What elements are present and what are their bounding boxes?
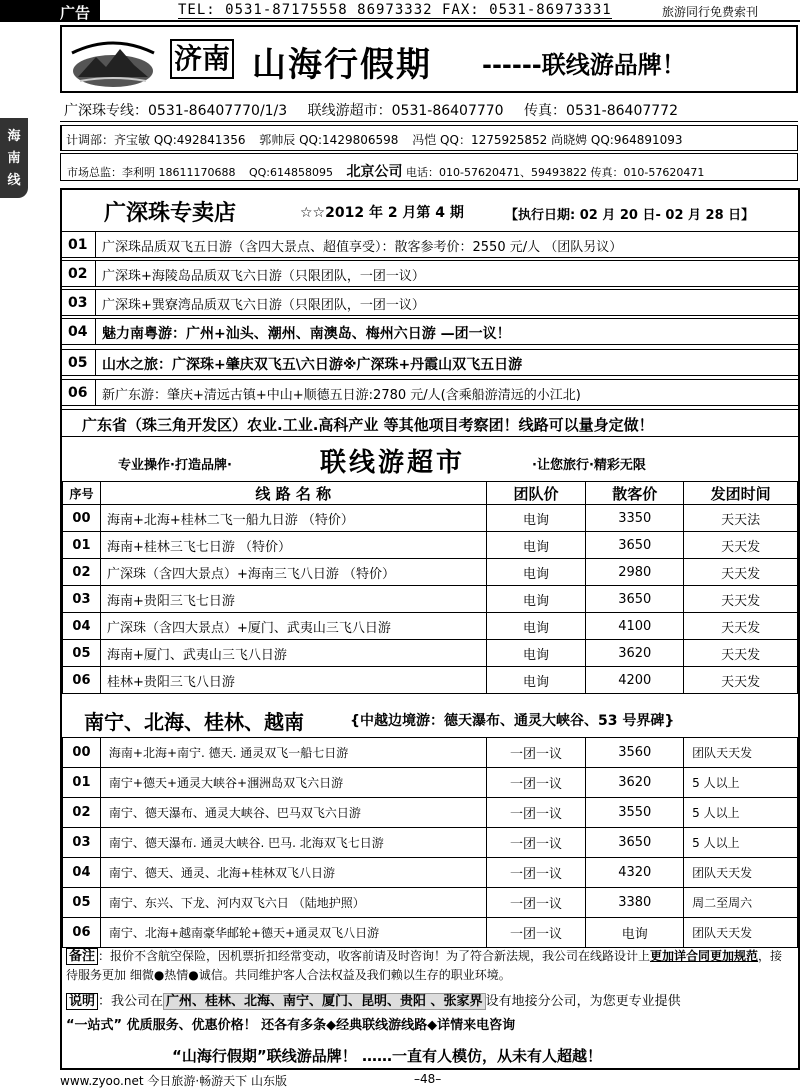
row-number: 01 [63, 768, 101, 798]
row-number: 06 [63, 667, 101, 694]
item-text: 广深珠+巽寮湾品质双飞六日游（只限团队，一团一议） [102, 298, 425, 313]
slogan-right: ·让您旅行·精彩无限 [532, 458, 646, 473]
retail-price: 3350 [586, 505, 684, 532]
retail-price: 3650 [586, 828, 684, 858]
beijing-contact: 电话：010-57620471、59493822 传真：010-57620471 [406, 166, 705, 179]
departure: 周二至周六 [684, 888, 798, 918]
table-row [63, 559, 798, 586]
group-price: 一团一议 [486, 828, 586, 858]
row-number: 05 [63, 888, 101, 918]
footer [60, 1072, 800, 1090]
departure: 天天发 [684, 667, 798, 694]
table-row [63, 738, 798, 768]
list-item [62, 349, 798, 376]
side-tab-char: 南 [7, 151, 21, 166]
retail-price: 4100 [586, 613, 684, 640]
route-name: 南宁、德天瀑布、通灵大峡谷、巴马双飞六日游 [100, 798, 486, 828]
departure: 天天发 [684, 640, 798, 667]
departure: 天天发 [684, 532, 798, 559]
item-number: 04 [62, 319, 96, 344]
item-text: 广深珠+海陵岛品质双飞六日游（只限团队，一团一议） [102, 269, 425, 284]
header-box [60, 25, 798, 93]
group-price: 一团一议 [486, 858, 586, 888]
group-price: 电询 [486, 667, 586, 694]
gsz-section-title [62, 196, 798, 226]
notes-label: 备注 [66, 948, 98, 965]
retail-price: 4320 [586, 858, 684, 888]
route-name: 南宁、北海+越南豪华邮轮+德天+通灵双飞八日游 [100, 918, 486, 948]
table-row [63, 828, 798, 858]
col-header: 散客价 [586, 482, 684, 505]
journal-label: 旅游同行免费索刊 [662, 5, 759, 19]
notes-emphasis: 更加详合同更加规范 [650, 949, 759, 963]
market-table [62, 481, 798, 694]
item-number: 01 [62, 232, 96, 257]
top-strip [0, 0, 800, 22]
table-row [63, 505, 798, 532]
list-item [62, 318, 798, 345]
table-row [63, 640, 798, 667]
planner: 计调部：齐宝敏 QQ:492841356 [66, 133, 246, 147]
brand-city: 济南 [170, 39, 234, 79]
row-number: 02 [63, 559, 101, 586]
route-name: 南宁、德天瀑布. 通灵大峡谷. 巴马. 北海双飞七日游 [100, 828, 486, 858]
item-text: 魅力南粤游：广州+汕头、潮州、南澳岛、梅州六日游 —团一议！ [102, 326, 511, 342]
exec-dates: 【执行日期: 02 月 20 日- 02 月 28 日】 [505, 208, 755, 223]
table-row [63, 888, 798, 918]
item-text: 山水之旅：广深珠+肇庆双飞五\六日游※广深珠+丹霞山双飞五日游 [102, 357, 523, 373]
departure: 天天法 [684, 505, 798, 532]
table-row [63, 586, 798, 613]
region-title [62, 704, 798, 736]
contact-row-hotline [60, 96, 798, 122]
retail-price: 3620 [586, 640, 684, 667]
explain-block [62, 990, 798, 1042]
item-number: 05 [62, 350, 96, 375]
item-number: 06 [62, 380, 96, 405]
planner: 郭帅辰 QQ:1429806598 [259, 133, 399, 147]
retail-price: 3650 [586, 586, 684, 613]
side-tab [0, 118, 28, 198]
side-tab-char: 海 [7, 129, 21, 144]
gsz-hotline: 广深珠专线：0531-86407770/1/3 [64, 103, 288, 119]
departure: 天天发 [684, 613, 798, 640]
retail-price: 3650 [586, 532, 684, 559]
list-item [62, 289, 798, 316]
notes-text: ，接待服务更加 细微●热情●诚信。共同维护客人合法权益及我们赖以生存的职业环境。 [66, 949, 783, 982]
group-price: 一团一议 [486, 918, 586, 948]
table-header-row [63, 482, 798, 505]
promo-banner: 广东省（珠三角开发区）农业.工业.高科产业 等其他项目考察团！线路可以量身定做！ [62, 409, 798, 437]
route-name: 海南+桂林三飞七日游 （特价） [100, 532, 486, 559]
row-number: 04 [63, 858, 101, 888]
route-name: 广深珠（含四大景点）+海南三飞八日游 （特价） [100, 559, 486, 586]
route-name: 桂林+贵阳三飞八日游 [100, 667, 486, 694]
group-price: 一团一议 [486, 768, 586, 798]
row-number: 03 [63, 828, 101, 858]
final-slogan: “山海行假期”联线游品牌！ ……一直有人模仿，从未有人超越！ [172, 1047, 602, 1065]
col-header: 发团时间 [684, 482, 798, 505]
brand-name: 山海行假期 [252, 45, 432, 85]
col-header: 团队价 [486, 482, 586, 505]
table-row [63, 667, 798, 694]
mountain-logo-icon [68, 31, 158, 89]
departure: 5 人以上 [684, 768, 798, 798]
group-price: 电询 [486, 532, 586, 559]
departure: 5 人以上 [684, 798, 798, 828]
col-header: 线 路 名 称 [100, 482, 486, 505]
page-number: –48– [414, 1072, 442, 1086]
row-number: 00 [63, 738, 101, 768]
footer-site: www.zyoo.net 今日旅游·畅游天下 山东版 [60, 1074, 287, 1088]
ad-tag: 广告 [0, 0, 100, 22]
row-number: 03 [63, 586, 101, 613]
group-price: 一团一议 [486, 798, 586, 828]
table-row [63, 613, 798, 640]
table-row [63, 918, 798, 948]
group-price: 电询 [486, 586, 586, 613]
row-number: 01 [63, 532, 101, 559]
region-sub: {中越边境游：德天瀑布、通灵大峡谷、53 号界碑} [350, 713, 675, 729]
route-name: 海南+北海+桂林二飞一船九日游 （特价） [100, 505, 486, 532]
explain-label: 说明 [66, 993, 98, 1010]
route-name: 南宁、德天、通灵、北海+桂林双飞八日游 [100, 858, 486, 888]
group-price: 电询 [486, 559, 586, 586]
explain-text: ：我公司在 [98, 994, 164, 1009]
planner: 冯恺 QQ：1275925852 尚晓娉 QQ:964891093 [412, 133, 683, 147]
region-name: 南宁、北海、桂林、越南 [84, 710, 304, 734]
explain-text: “一站式” 优质服务、优惠价格！ 还各有多条◆经典联线游线路◆详情来电咨询 [66, 1018, 516, 1033]
departure: 团队天天发 [684, 918, 798, 948]
group-price: 电询 [486, 505, 586, 532]
route-name: 海南+北海+南宁. 德天. 通灵双飞一船七日游 [100, 738, 486, 768]
contact-row-beijing [60, 153, 798, 181]
item-number: 03 [62, 290, 96, 315]
table-row [63, 532, 798, 559]
route-name: 广深珠（含四大景点）+厦门、武夷山三飞八日游 [100, 613, 486, 640]
departure: 天天发 [684, 586, 798, 613]
departure: 团队天天发 [684, 858, 798, 888]
director-qq: QQ:614858095 [248, 166, 333, 179]
group-price: 一团一议 [486, 738, 586, 768]
marketing-director: 市场总监：李利明 18611170688 [67, 166, 236, 179]
list-item [62, 260, 798, 287]
retail-price: 3550 [586, 798, 684, 828]
table-row [63, 858, 798, 888]
row-number: 04 [63, 613, 101, 640]
explain-text: 设有地接分公司，为您更专业提供 [485, 994, 681, 1009]
departure: 天天发 [684, 559, 798, 586]
route-name: 海南+贵阳三飞七日游 [100, 586, 486, 613]
row-number: 05 [63, 640, 101, 667]
departure: 团队天天发 [684, 738, 798, 768]
item-number: 02 [62, 261, 96, 286]
retail-price: 3560 [586, 738, 684, 768]
list-item [62, 231, 798, 258]
branch-cities: 广州、桂林、北海、南宁、厦门、昆明、贵阳 、张家界 [163, 993, 486, 1010]
list-item [62, 379, 798, 406]
gsz-title: 广深珠专卖店 [104, 201, 237, 226]
notes-block [62, 945, 798, 987]
notes-text: ：报价不含航空保险，因机票折扣经常变动，收客前请及时咨询！为了符合新法规，我公司在线路设计上 [98, 949, 651, 963]
route-name: 南宁+德天+通灵大峡谷+涠洲岛双飞六日游 [100, 768, 486, 798]
retail-price: 4200 [586, 667, 684, 694]
retail-price: 3380 [586, 888, 684, 918]
market-slogan [62, 440, 798, 478]
group-price: 一团一议 [486, 888, 586, 918]
retail-price: 3620 [586, 768, 684, 798]
top-contact: TEL: 0531-87175558 86973332 FAX: 0531-86973331 [178, 2, 612, 18]
group-price: 电询 [486, 613, 586, 640]
slogan-left: 专业操作·打造品牌· [118, 458, 232, 473]
item-text: 新广东游：肇庆+清远古镇+中山+顺德五日游:2780 元/人(含乘船游清远的小江北) [102, 388, 581, 403]
side-tab-char: 线 [7, 173, 21, 188]
slogan-center: 联线游超市 [320, 448, 466, 478]
departure: 5 人以上 [684, 828, 798, 858]
contact-row-planners [60, 125, 798, 151]
region-table [62, 737, 798, 948]
fax: 传真：0531-86407772 [524, 103, 678, 119]
row-number: 06 [63, 918, 101, 948]
retail-price: 电询 [586, 918, 684, 948]
item-text: 广深珠品质双飞五日游（含四大景点、超值享受）：散客参考价：2550 元/人 （团队另议） [102, 240, 623, 255]
group-price: 电询 [486, 640, 586, 667]
market-hotline: 联线游超市：0531-86407770 [307, 103, 504, 119]
route-name: 海南+厦门、武夷山三飞八日游 [100, 640, 486, 667]
table-row [63, 768, 798, 798]
col-header: 序号 [63, 482, 101, 505]
route-name: 南宁、东兴、下龙、河内双飞六日 （陆地护照） [100, 888, 486, 918]
beijing-company: 北京公司 [346, 164, 403, 180]
retail-price: 2980 [586, 559, 684, 586]
issue-label: ☆☆2012 年 2 月第 4 期 [300, 205, 464, 221]
brand-slogan: ------联线游品牌！ [482, 51, 686, 79]
row-number: 02 [63, 798, 101, 828]
table-row [63, 798, 798, 828]
row-number: 00 [63, 505, 101, 532]
